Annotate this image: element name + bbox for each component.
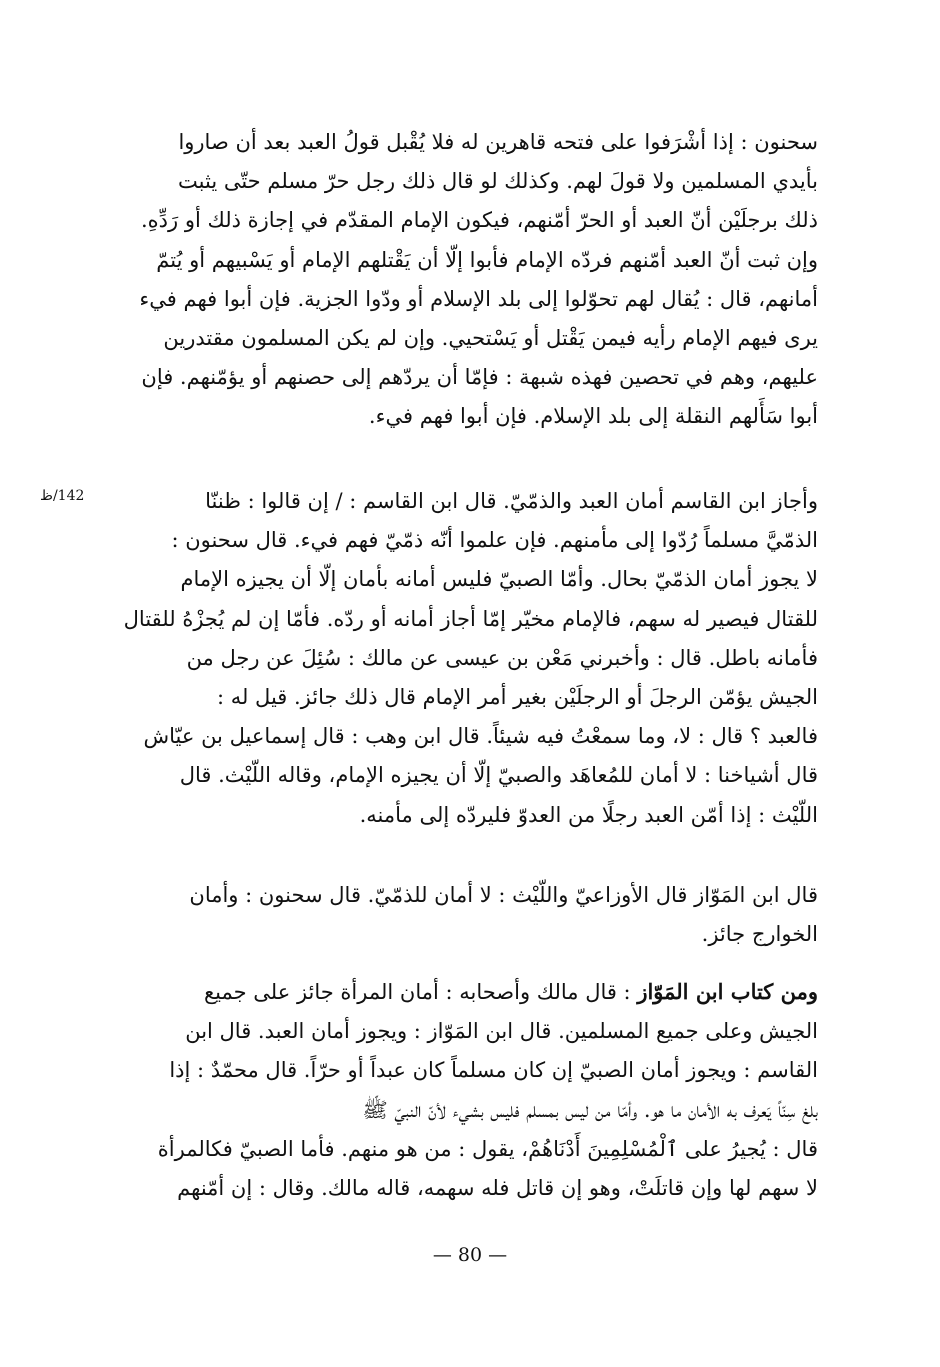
text-line: بأيدي المسلمين ولا قولَ لهم. وكذلك لو قال ذلك رجل حرّ مسلم حتّى يثبت <box>178 169 818 194</box>
text-line: الجيش يؤمّن الرجلَ أو الرجلَيْن بغير أمر الإمام قال ذلك جائز. قيل له : <box>216 685 818 710</box>
text-line: فأمانه باطل. قال : وأخبرني مَعْن بن عيسى عن مالك : سُئِلَ عن رجل من <box>186 645 818 670</box>
text-line-rest: : قال مالك وأصحابه : أمان المرأة جائز على جميع <box>203 980 638 1004</box>
text-line: الجيش وعلى جميع المسلمين. قال ابن المَوّاز : ويجوز أمان العبد. قال ابن <box>185 1019 818 1044</box>
text-line: قال ابن المَوّاز قال الأوزاعيّ واللّيْث : لا أمان للذمّيّ. قال سحنون : وأمان <box>189 883 818 907</box>
text-line: الخوارج جائز. <box>701 922 818 947</box>
text-line: قال أشياخنا : لا أمان للمُعاهَد والصبيّ إلّا أن يجيزه الإمام، وقاله اللّيْث. قال <box>179 763 818 788</box>
text-line: اللّيْث : إذا أمّن العبد رجلًا من العدوّ فليردّه إلى مأمنه. <box>359 802 818 827</box>
text-line: أمانهم، قال : يُقال لهم تحوّلوا إلى بلد الإسلام أو ودّوا الجزية. فإن أبوا فهم فيء <box>139 286 818 311</box>
text-line: للقتال فيصير له سهم، فالإمام مخيّر إمّا أجاز أمانه أو ردّه. فأمّا إن لم يُجزْهُ للقتال <box>123 606 818 631</box>
text-line: يرى فيهم الإمام رأيه فيمن يَقْتل أو يَسْتحيي. وإن لم يكن المسلمون مقتدرين <box>163 326 818 351</box>
paragraph-3 <box>118 876 818 954</box>
text-line: بلغ سِنّاً يَعرف به الأمان ما هو. وأمّا من ليس بمسلم فليس بشيء لأنّ النبيّ ﷺ <box>362 1097 818 1122</box>
text-line: ذلك برجلَيْن أنّ العبد أو الحرّ أمّنهم، فيكون الإمام المقدّم في إجازة ذلك أو رَدِّهِ. <box>141 208 818 233</box>
text-line: قال : يُجيرُ على ٱلْمُسْلِمِينَ أَدْنَاهُمْ، يقول : من هو منهم. فأما الصبيّ فكالمرأة <box>157 1136 818 1161</box>
page-number: — 80 — <box>432 1244 508 1266</box>
paragraph-1 <box>118 123 818 437</box>
paragraph-4 <box>118 972 818 1208</box>
paragraph-2 <box>118 482 818 835</box>
text-line: وأجاز ابن القاسم أمان العبد والذمّيّ. قال ابن القاسم : / إن قالوا : ظننّا <box>205 489 818 513</box>
text-line: لا سهم لها وإن قاتلَتْ، وهو إن قاتل فله سهمه، قاله مالك. وقال : إن أمّنهم <box>177 1176 818 1201</box>
text-line: عليهم، وهم في تحصين فهذه شبهة : فإمّا أن يردّهم إلى حصنهم أو يؤمّنهم. فإن <box>141 365 818 390</box>
section-heading: ومن كتاب ابن المَوّاز <box>637 979 818 1004</box>
text-line: وإن ثبت أنّ العبد أمّنهم فردّه الإمام فأبوا إلّا أن يَقْتلهم الإمام أو يَسْبيهم أو يُتمّ <box>156 247 818 272</box>
text-line: فالعبد ؟ قال : لا، وما سمعْتُ فيه شيئاً. قال ابن وهب : قال إسماعيل بن عيّاش <box>143 724 818 749</box>
text-line: الذمّيَّ مسلماً رُدّوا إلى مأمنهم. فإن علموا أنّه ذمّيّ فهم فيء. قال سحنون : <box>171 528 818 553</box>
text-line <box>118 972 818 1012</box>
text-line: أبوا سَأَلهم النقلة إلى بلد الإسلام. فإن أبوا فهم فيء. <box>368 404 818 429</box>
text-line: سحنون : إذا أشْرَفوا على فتحه قاهرين له فلا يُقْبل قولُ العبد بعد أن صاروا <box>178 130 818 154</box>
text-line: لا يجوز أمان الذمّيّ بحال. وأمّا الصبيّ فليس أمانه بأمان إلّا أن يجيزه الإمام <box>180 567 818 592</box>
text-line: القاسم : ويجوز أمان الصبيّ إن كان مسلماً كان عبداً أو حرّاً. قال محمّدٌ : إذا <box>169 1058 818 1083</box>
folio-marker: 142/ظ <box>40 488 85 504</box>
